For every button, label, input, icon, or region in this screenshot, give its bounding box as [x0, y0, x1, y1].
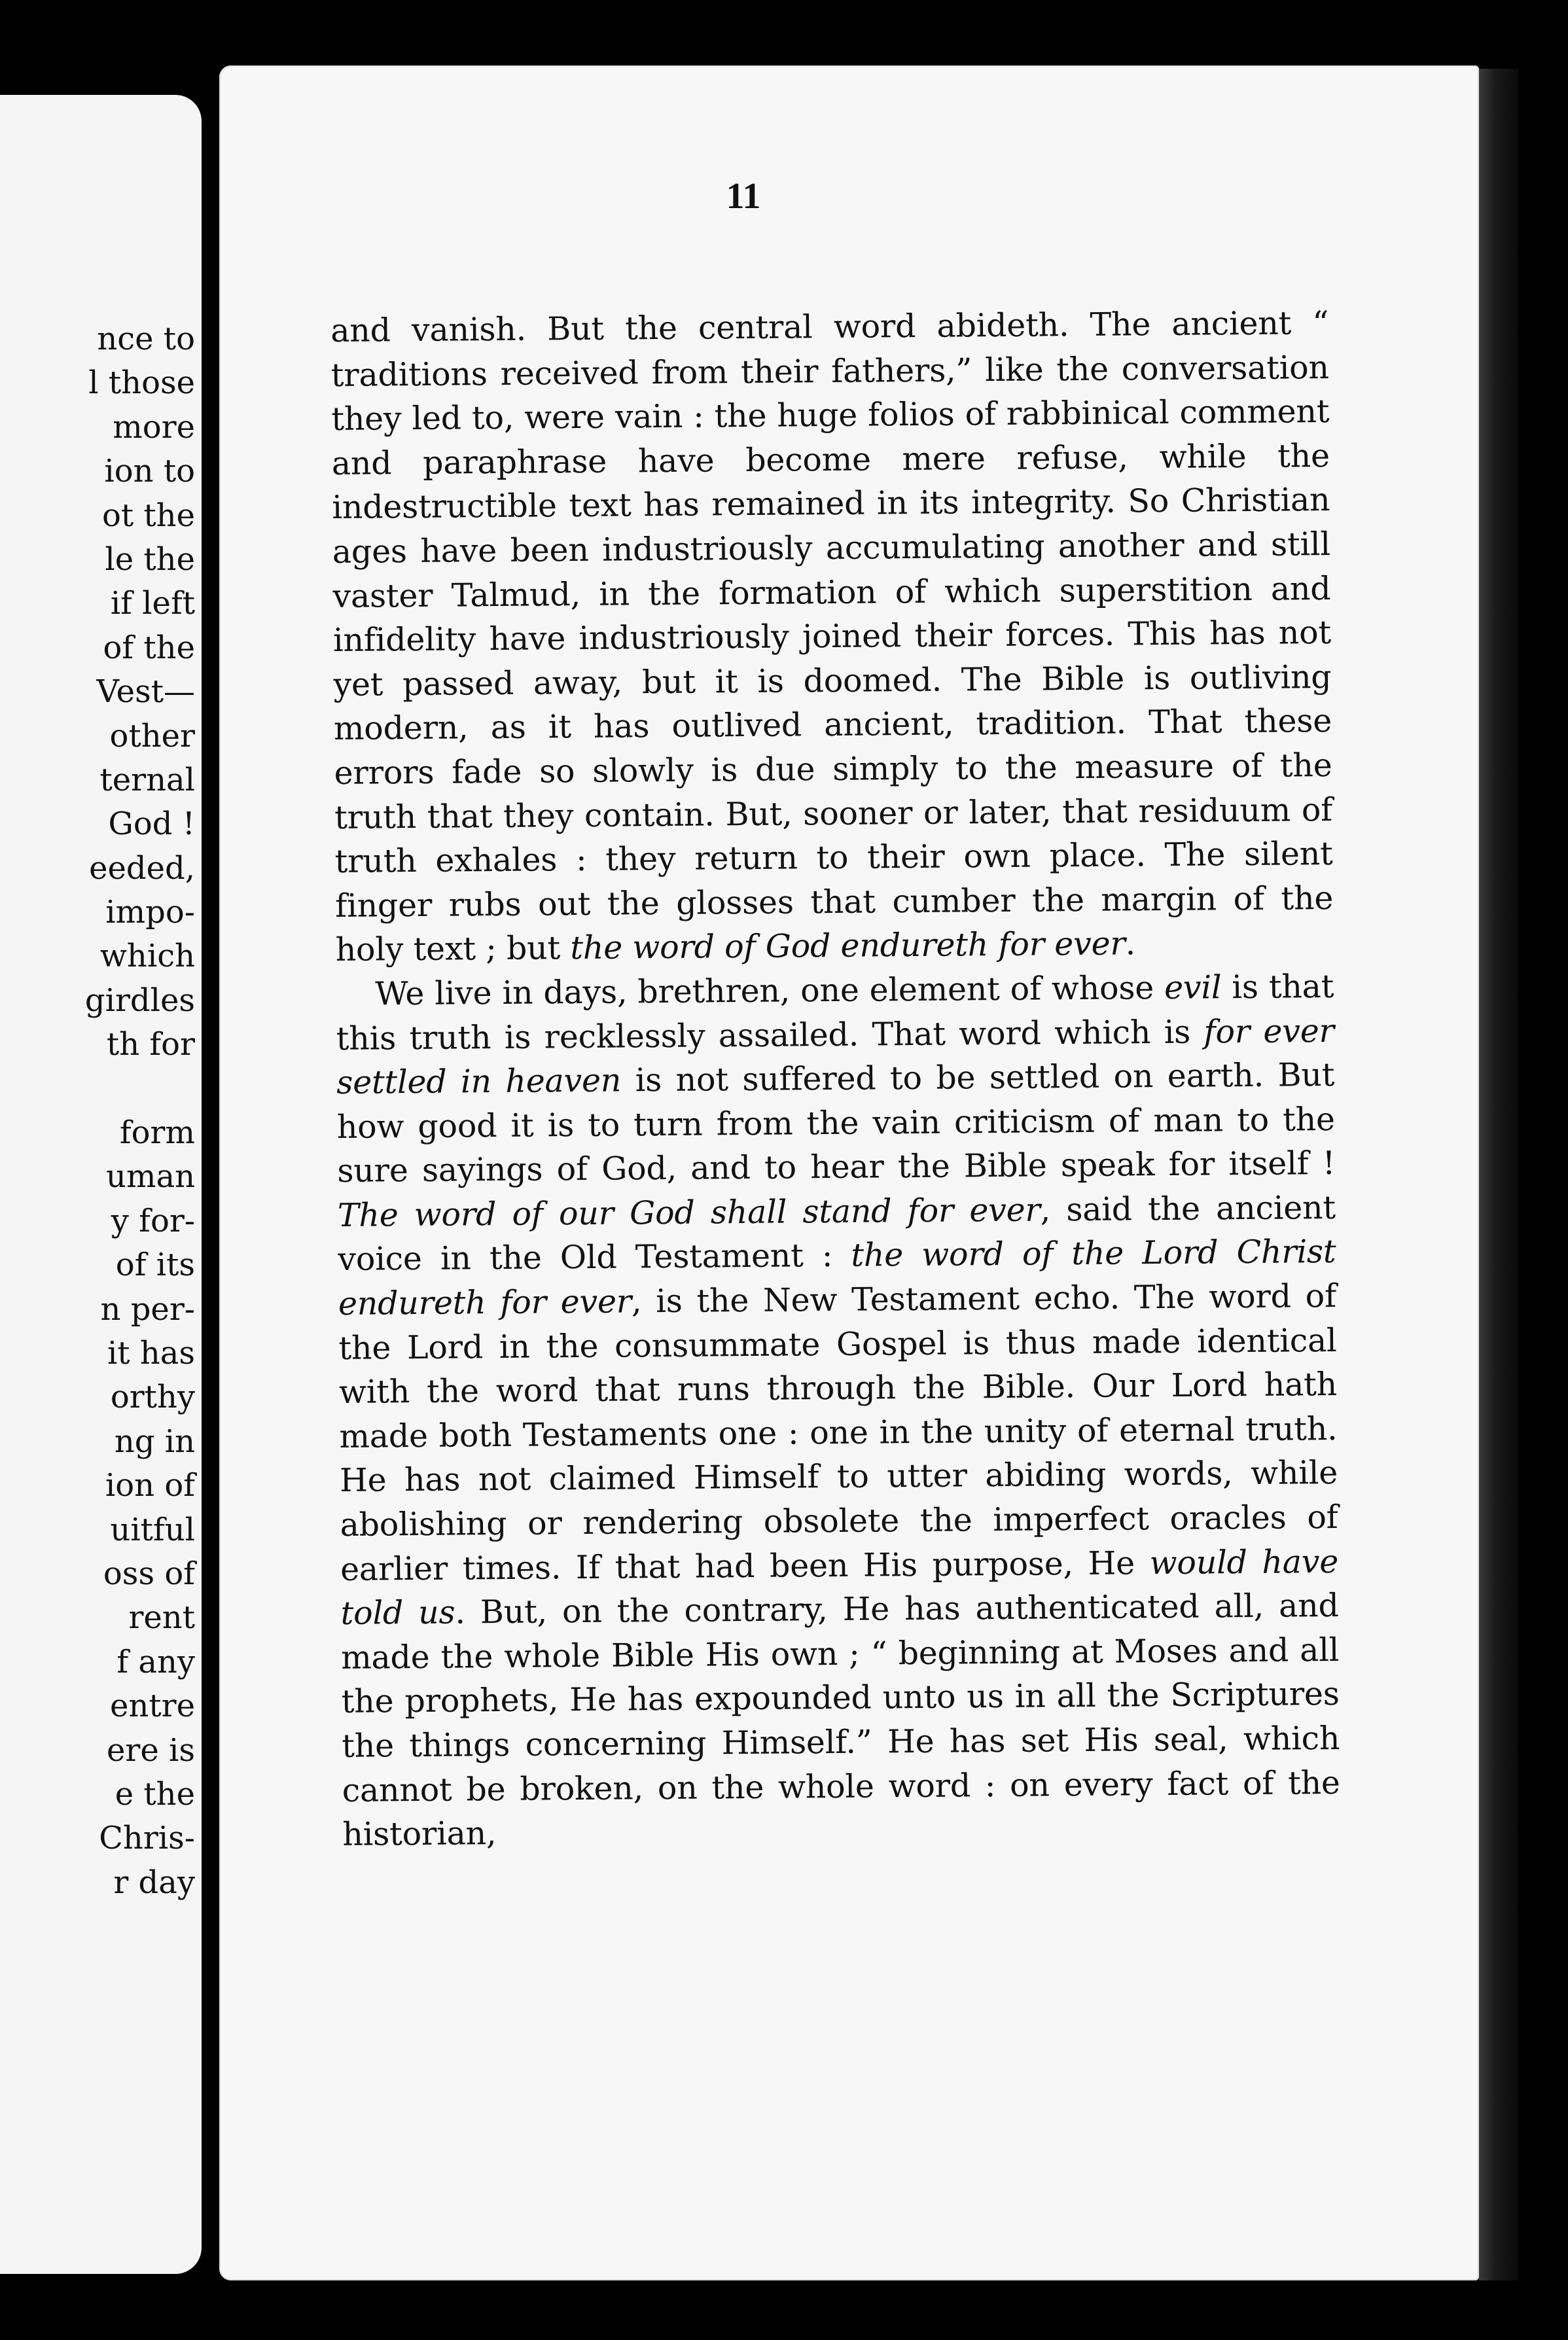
- facing-page-line: uman: [106, 1158, 195, 1196]
- facing-page-line: orthy: [110, 1379, 195, 1416]
- facing-page-line: n per-: [100, 1290, 195, 1328]
- facing-page-line: rent: [128, 1599, 195, 1637]
- facing-page: [0, 95, 202, 2274]
- facing-page-line: ot the: [101, 497, 195, 534]
- facing-page-line: God !: [108, 806, 195, 843]
- text-run: , said the ancient voice in the Old Testament :: [338, 1188, 1336, 1279]
- facing-page-line: girdles: [84, 982, 195, 1019]
- facing-page-line: it has: [107, 1334, 195, 1372]
- page-body-text: [330, 301, 1341, 1857]
- facing-page-line: r day: [113, 1864, 195, 1901]
- text-run: We live in days, brethren, one element of whose: [375, 968, 1165, 1013]
- italic-text: evil: [1164, 968, 1222, 1006]
- facing-page-line: ere is: [107, 1731, 195, 1769]
- italic-text: for ever settled in heaven: [336, 1012, 1334, 1102]
- facing-page-line: Chris-: [99, 1820, 195, 1857]
- facing-page-line: ng in: [114, 1423, 195, 1460]
- paragraph: [336, 965, 1341, 1857]
- facing-page-line: of the: [103, 629, 195, 666]
- facing-page-line: y for-: [111, 1202, 195, 1239]
- book-edge: [1479, 69, 1518, 2280]
- facing-page-line: uitful: [110, 1511, 195, 1548]
- text-run: is not suffered to be settled on earth. But how good it is to turn from the vain criticism of man to the sure sayings of God, and to hear the Bible speak for itself !: [336, 1056, 1336, 1190]
- facing-page-text: [0, 317, 195, 1905]
- facing-page-line: [0, 1067, 195, 1111]
- facing-page-line: le the: [105, 541, 195, 578]
- facing-page-line: of its: [115, 1247, 195, 1284]
- text-run: and vanish. But the central word abideth. The ancient “ traditions received from their fathers,” like the conversation they led to, were vain : the huge folios of rabbinical comment and paraphrase have become mere refuse, while the indestructible text has remained in its integrity. So Christian ages have been industriously accumulating another and still vaster Talmud, in the formation of which superstition and infidelity have industriously joined their forces. This has not yet passed away, but it is doomed. The Bible is outliving modern, as it has outlived ancient, tradition. That these errors fade so slowly is due simply to the measure of the truth that they contain. But, sooner or later, that residuum of truth exhales : they return to their own place. The silent finger rubs out the glosses that cumber the margin of the holy text ; but: [330, 304, 1334, 969]
- facing-page-line: oss of: [103, 1555, 195, 1592]
- page-number: 11: [726, 176, 761, 217]
- facing-page-line: if left: [110, 585, 195, 622]
- facing-page-line: l those: [88, 364, 195, 402]
- facing-page-line: nce to: [97, 321, 195, 357]
- facing-page-line: f any: [116, 1643, 195, 1680]
- facing-page-line: ion to: [104, 453, 195, 490]
- facing-page-line: entre: [110, 1688, 195, 1725]
- facing-page-line: e the: [115, 1775, 195, 1813]
- facing-page-line: eeded,: [89, 849, 195, 887]
- paragraph: [330, 301, 1334, 972]
- text-run: . But, on the contrary, He has authenticated all, and made the whole Bible His own ; “ beginning at Moses and all the prophets, He has expounded unto us in all the Scriptures the things concerning Himself.” He has set His seal, which cannot be broken, on the whole word : on every fact of the historian,: [340, 1587, 1340, 1854]
- italic-text: would have told us: [340, 1542, 1339, 1633]
- facing-page-line: ternal: [99, 761, 195, 798]
- text-run: , is the New Testament echo. The word of the Lord in the consummate Gospel is thus made identical with the word that runs through the Bible. Our Lord hath made both Testaments one : one in the unity of eternal truth. He has not claimed Himself to utter abiding words, while abolishing or rendering obsolete the imperfect oracles of earlier times. If that had been His purpose, He: [338, 1277, 1338, 1588]
- text-run: .: [1125, 925, 1136, 963]
- facing-page-line: Vest—: [96, 673, 195, 711]
- facing-page-line: which: [99, 938, 195, 975]
- facing-page-line: impo-: [105, 894, 195, 931]
- facing-page-line: more: [113, 408, 195, 446]
- text-run: is that this truth is recklessly assailed. That word which is: [336, 967, 1334, 1057]
- facing-page-line: ion of: [105, 1467, 195, 1504]
- italic-text: the word of the Lord Christ endureth for ever: [338, 1233, 1336, 1323]
- facing-page-line: form: [119, 1114, 195, 1152]
- facing-page-line: th for: [106, 1026, 195, 1063]
- facing-page-line: other: [109, 717, 195, 754]
- italic-text: The word of our God shall stand for ever: [337, 1191, 1041, 1234]
- italic-text: the word of God endureth for ever: [570, 925, 1126, 967]
